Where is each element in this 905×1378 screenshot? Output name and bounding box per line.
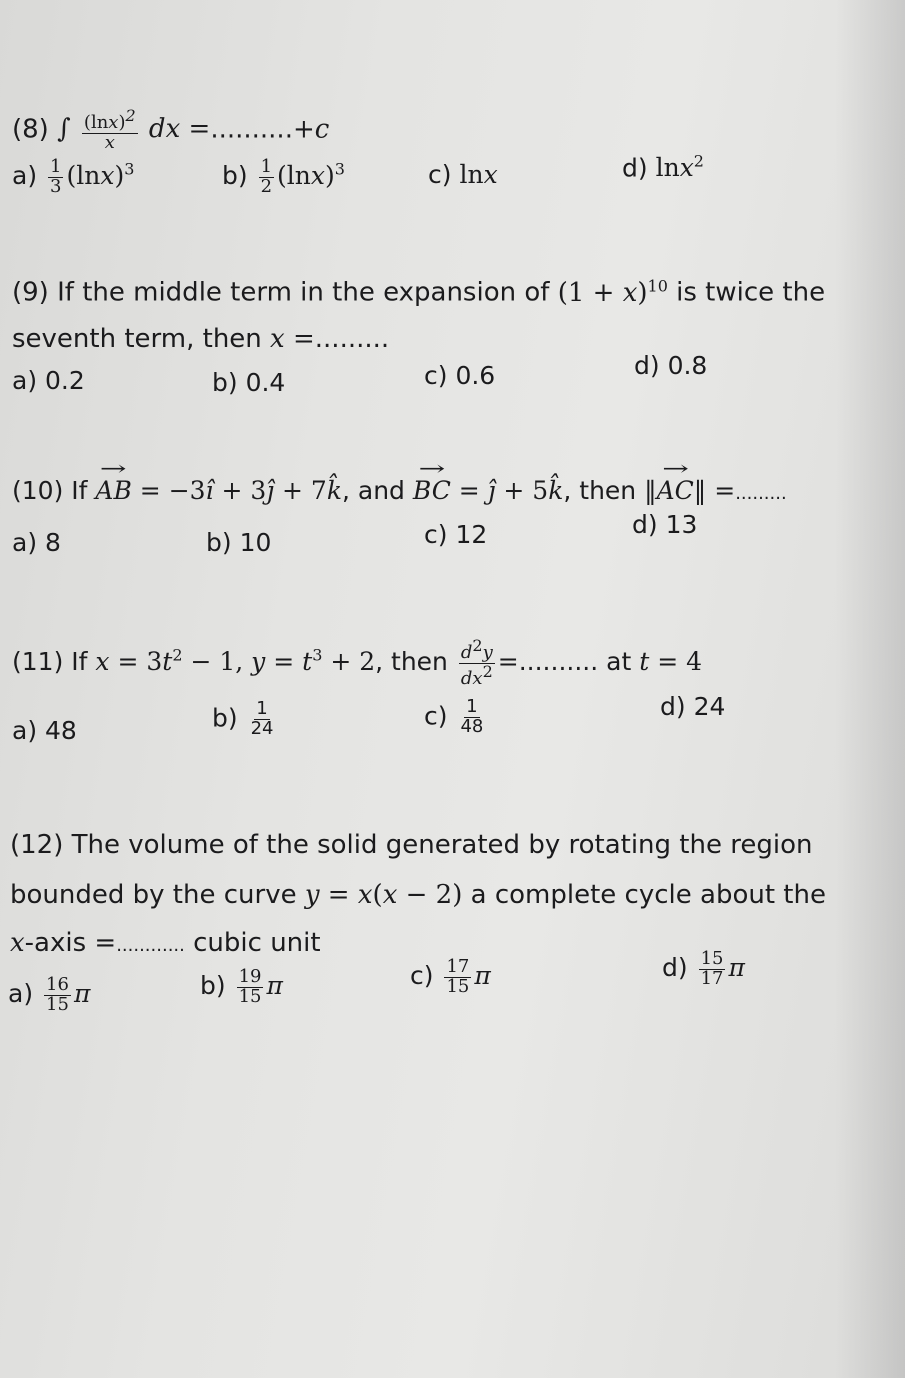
option-math: lnx (459, 160, 498, 189)
option-a[interactable]: a) $\frac{16}{15}$ π (8, 974, 91, 1015)
binomial-expression: $(1 + x)^{10}$ (557, 276, 668, 308)
option-d[interactable]: d) 13 (632, 510, 698, 539)
option-a[interactable]: a) 8 (12, 528, 61, 557)
option-d[interactable]: d) $\frac{15}{17}$ π (662, 948, 745, 989)
question-text: bounded by the curve (10, 880, 297, 910)
option-c[interactable]: c) $\frac{1}{48}$ (424, 696, 484, 737)
question-text: , then (563, 476, 637, 505)
option-math: lnx$^2$ (655, 152, 704, 183)
vector-bc-expression: → BC = ĵ + 5k̂ (413, 476, 564, 505)
question-8 (12, 108, 329, 153)
question-text: at (606, 646, 632, 676)
answer-blank: ......... (735, 483, 787, 504)
option-c[interactable]: c) lnx (428, 160, 498, 189)
option-math: $\frac{17}{15}$ π (446, 956, 491, 997)
option-d[interactable]: d) lnx$^2$ (622, 152, 704, 183)
option-b[interactable]: b) 10 (206, 528, 272, 557)
question-text: cubic unit (193, 928, 321, 958)
option-math: $\frac{1}{48}$ (460, 696, 484, 737)
curve-expression: y = x(x − 2) (304, 880, 463, 910)
second-derivative: $\frac{d^2y}{dx^2}$ = (460, 636, 519, 689)
question-9-line2: seventh term, then x =......... (12, 324, 390, 354)
question-text: If the middle term in the expansion of (57, 277, 550, 308)
question-12-line2 (10, 880, 826, 910)
answer-blank: .......... (210, 114, 293, 145)
option-c[interactable]: c) 0.6 (424, 361, 496, 390)
question-text: -axis = (24, 928, 117, 958)
integral-expression: ∫ $\frac{(\ln x)^2}{x}$ dx = (57, 106, 211, 153)
question-9 (12, 276, 825, 308)
option-math: $\frac{15}{17}$ π (700, 948, 745, 989)
option-math: $\frac{16}{15}$ π (46, 974, 91, 1015)
option-b[interactable]: b) $\frac{19}{15}$ π (200, 966, 283, 1007)
question-number: (11) If (12, 646, 88, 676)
option-math: $\frac{1}{24}$ (250, 698, 274, 739)
option-a[interactable]: a) 0.2 (12, 366, 85, 395)
option-c[interactable]: c) $\frac{17}{15}$ π (410, 956, 491, 997)
question-number: (10) If (12, 476, 88, 505)
option-c[interactable]: c) 12 (424, 520, 488, 549)
vector-ab-expression: → AB = −3î + 3ĵ + 7k̂ (95, 476, 342, 505)
answer-blank: ............ (116, 935, 185, 956)
magnitude-expression: ‖→ AC‖ = (644, 476, 735, 505)
option-b[interactable]: b) 0.4 (212, 368, 286, 397)
answer-blank: .......... (518, 646, 599, 676)
option-d[interactable]: d) 0.8 (634, 351, 708, 380)
option-a[interactable]: a) 48 (12, 716, 77, 745)
option-d[interactable]: d) 24 (660, 692, 726, 721)
page-shadow (835, 0, 905, 1378)
question-text: a complete cycle about the (470, 880, 826, 910)
parametric-x: $x = 3t^2 - 1$, $y = t^3 + 2$ (95, 645, 376, 676)
option-b[interactable]: b) $\frac{1}{24}$ (212, 698, 274, 739)
question-text: , and (341, 476, 405, 505)
option-a[interactable]: a) $\frac{1}{3}$ $(\ln x)^3$ (12, 156, 135, 197)
option-math: $\frac{19}{15}$ π (238, 966, 283, 1007)
question-text: , then (375, 646, 448, 676)
question-text: is twice the (676, 277, 826, 308)
question-12-line1: (12) The volume of the solid generated by rotating the region (10, 830, 813, 860)
question-12-line3: x-axis =............ cubic unit (10, 928, 321, 958)
answer-blank: ......... (314, 324, 390, 354)
option-b[interactable]: b) $\frac{1}{2}$ $(\ln x)^3$ (222, 156, 345, 197)
question-11: (11) If $x = 3t^2 - 1$, $y = t^3 + 2$, then $\frac{d^2y}{dx^2}$ =.......... at t = 4 (12, 636, 703, 689)
constant: +c (292, 114, 330, 145)
question-text: seventh term, then (12, 324, 262, 354)
option-math: $\frac{1}{3}$ $(\ln x)^3$ (50, 156, 135, 197)
question-number: (8) (12, 114, 49, 145)
question-10 (12, 476, 787, 505)
option-math: $\frac{1}{2}$ $(\ln x)^3$ (260, 156, 345, 197)
question-number: (9) (12, 277, 49, 308)
